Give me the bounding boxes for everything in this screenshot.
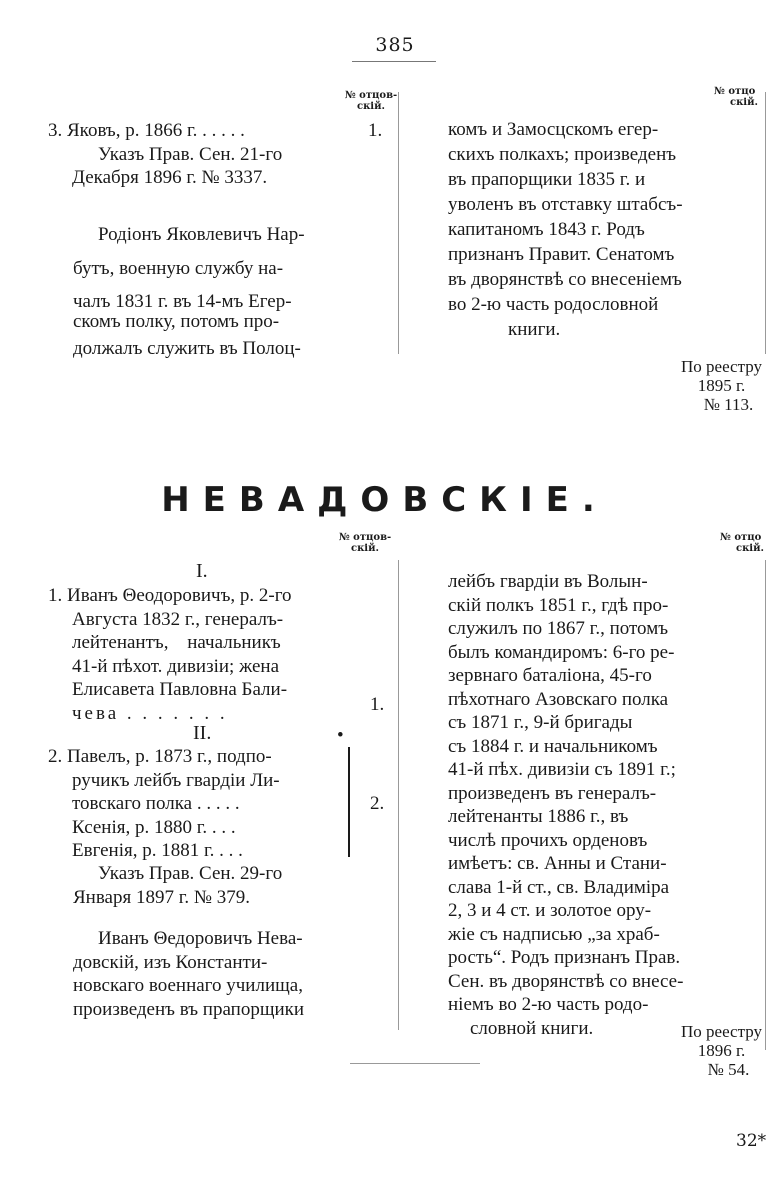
br-line: 41-й пѣх. дивизіи съ 1891 г.; xyxy=(448,759,676,780)
entry-yakov: 3. Яковъ, р. 1866 г. . . . . . xyxy=(48,120,245,141)
entry-ivan-number: 1. xyxy=(370,694,385,715)
tr-line: въ дворянствѣ со внесеніемъ xyxy=(448,269,682,290)
br-line: служилъ по 1867 г., потомъ xyxy=(448,618,669,639)
br-line: пѣхотнаго Азовскаго полка xyxy=(448,688,669,710)
br-line: былъ командиромъ: 6-го ре- xyxy=(448,641,675,663)
br-line: имѣетъ: св. Анны и Стани- xyxy=(448,853,667,874)
br-line: жіе съ надписью „за храб- xyxy=(448,923,660,945)
col-header-left-2-line1: № отцов- xyxy=(338,532,392,543)
col-header-right-2 xyxy=(720,532,769,554)
top-right-text xyxy=(448,117,683,342)
br-line: словной книги. xyxy=(470,1017,594,1039)
entry-pavel-line: ручикъ лейбъ гвардіи Ли- xyxy=(72,769,280,791)
tr-line: книги. xyxy=(508,319,561,340)
entry-ivan-line: 1. Иванъ Θеодоровичъ, р. 2-го xyxy=(48,585,292,606)
decree-1897-line: Января 1897 г. № 379. xyxy=(73,886,251,908)
entry-pavel-line: Евгенія, р. 1881 г. . . . xyxy=(72,840,243,861)
entry-yakov-number: 1. xyxy=(368,120,383,141)
registry-year: 1895 г. xyxy=(697,376,746,395)
registry-number: № 54. xyxy=(707,1060,750,1079)
col-header-right-2-line2: скій. xyxy=(736,543,765,554)
decree-1897-line: Указъ Прав. Сен. 29-го xyxy=(98,863,283,884)
br-line: ніемъ во 2-ю часть родо- xyxy=(448,994,649,1015)
bullet-dot: • xyxy=(337,725,344,746)
br-line: скій полкъ 1851 г., гдѣ про- xyxy=(448,594,669,616)
decree-line2: Декабря 1896 г. № 3337. xyxy=(72,167,268,188)
page-number: 385 xyxy=(375,34,415,56)
bottom-right-text xyxy=(448,570,683,1040)
para-line5: должалъ служить въ Полоц- xyxy=(73,338,301,359)
entry-ivan-line: Елисавета Павловна Бали- xyxy=(72,679,288,700)
col-header-left xyxy=(336,90,406,112)
registry-year: 1896 г. xyxy=(697,1041,746,1060)
tr-line: въ прапорщики 1835 г. и xyxy=(448,169,646,190)
br-line: съ 1871 г., 9-й бригады xyxy=(448,712,633,733)
br-line: числѣ прочихъ орденовъ xyxy=(448,829,648,851)
registry-number: № 113. xyxy=(703,395,754,414)
entry-pavel-line: Ксенія, р. 1880 г. . . . xyxy=(72,816,236,838)
registry-label: По реестру xyxy=(681,1022,762,1041)
tr-line: комъ и Замосцскомъ егер- xyxy=(448,119,659,140)
col-header-left-2 xyxy=(330,532,400,554)
para-ivan-line: новскаго военнаго училища, xyxy=(73,975,303,996)
para-line3: чалъ 1831 г. въ 14-мъ Егер- xyxy=(73,291,292,312)
column-divider-top-right xyxy=(765,92,766,354)
br-line: лейтенанты 1886 г., въ xyxy=(448,806,629,827)
roman-one: I. xyxy=(196,560,208,582)
para-ivan-line: произведенъ въ прапорщики xyxy=(73,998,305,1020)
entry-ivan-line: лейтенантъ, начальникъ xyxy=(72,632,281,653)
col-header-left-line2: скій. xyxy=(356,101,385,112)
entry-pavel-number: 2. xyxy=(370,793,385,814)
entry-pavel-line: 2. Павелъ, р. 1873 г., подпо- xyxy=(48,746,272,767)
para-ivan-line: довскій, изъ Константи- xyxy=(73,951,268,973)
br-line: произведенъ въ генералъ- xyxy=(448,782,657,804)
col-header-left-2-line2: скій. xyxy=(350,543,379,554)
para-ivan xyxy=(73,927,304,1021)
br-line: съ 1884 г. и начальникомъ xyxy=(448,735,658,757)
bottom-rule xyxy=(350,1063,480,1064)
brace-bracket xyxy=(345,747,350,857)
para-line4: скомъ полку, потомъ про- xyxy=(73,311,280,332)
br-line: слава 1-й ст., св. Владиміра xyxy=(448,876,670,898)
registry-label: По реестру xyxy=(681,357,762,376)
br-line: лейбъ гвардіи въ Волын- xyxy=(448,571,648,592)
tr-line: уволенъ въ отставку штабсъ- xyxy=(448,194,683,215)
col-header-right-line2: скій. xyxy=(730,97,759,108)
entry-ivan-line: Августа 1832 г., генералъ- xyxy=(72,608,284,630)
br-line: зервнаго баталіона, 45-го xyxy=(448,665,652,686)
tr-line: признанъ Правит. Сенатомъ xyxy=(448,244,675,265)
para-ivan-line: Иванъ Θедоровичъ Нева- xyxy=(98,928,303,949)
registry-1895 xyxy=(681,357,762,414)
entry-ivan-line: чева . . . . . . . xyxy=(72,702,228,724)
tr-line: скихъ полкахъ; произведенъ xyxy=(448,144,677,165)
br-line: рость“. Родъ признанъ Прав. xyxy=(448,947,681,968)
column-divider-top-left xyxy=(398,92,399,354)
tr-line: во 2-ю часть родословной xyxy=(448,294,659,315)
decree-line1: Указъ Прав. Сен. 21-го xyxy=(98,144,283,165)
br-line: 2, 3 и 4 ст. и золотое ору- xyxy=(448,900,652,921)
para-line2: бутъ, военную службу на- xyxy=(73,258,284,279)
col-header-right-2-line1: № отцо xyxy=(720,532,762,543)
column-divider-bottom-left xyxy=(398,560,399,1030)
decree-1897 xyxy=(73,862,282,909)
entry-pavel xyxy=(48,745,280,863)
signature-mark: 32* xyxy=(736,1131,767,1151)
column-divider-bottom-right xyxy=(765,560,766,1050)
registry-1896 xyxy=(681,1022,762,1079)
tr-line: капитаномъ 1843 г. Родъ xyxy=(448,219,645,240)
col-header-right-line1: № отцо xyxy=(714,86,756,97)
col-header-left-line1: № отцов- xyxy=(344,90,398,101)
entry-pavel-line: товскаго полка . . . . . xyxy=(72,793,240,814)
col-header-right xyxy=(714,86,769,108)
para-line1: Родіонъ Яковлевичъ Нар- xyxy=(98,224,305,245)
roman-two: II. xyxy=(193,722,212,744)
br-line: Сен. въ дворянствѣ со внесе- xyxy=(448,970,684,992)
entry-ivan xyxy=(48,584,292,725)
header-rule xyxy=(352,61,436,62)
section-title: НЕВАДОВСКІЕ. xyxy=(161,480,608,520)
entry-ivan-line: 41-й пѣхот. дивизіи; жена xyxy=(72,655,279,677)
